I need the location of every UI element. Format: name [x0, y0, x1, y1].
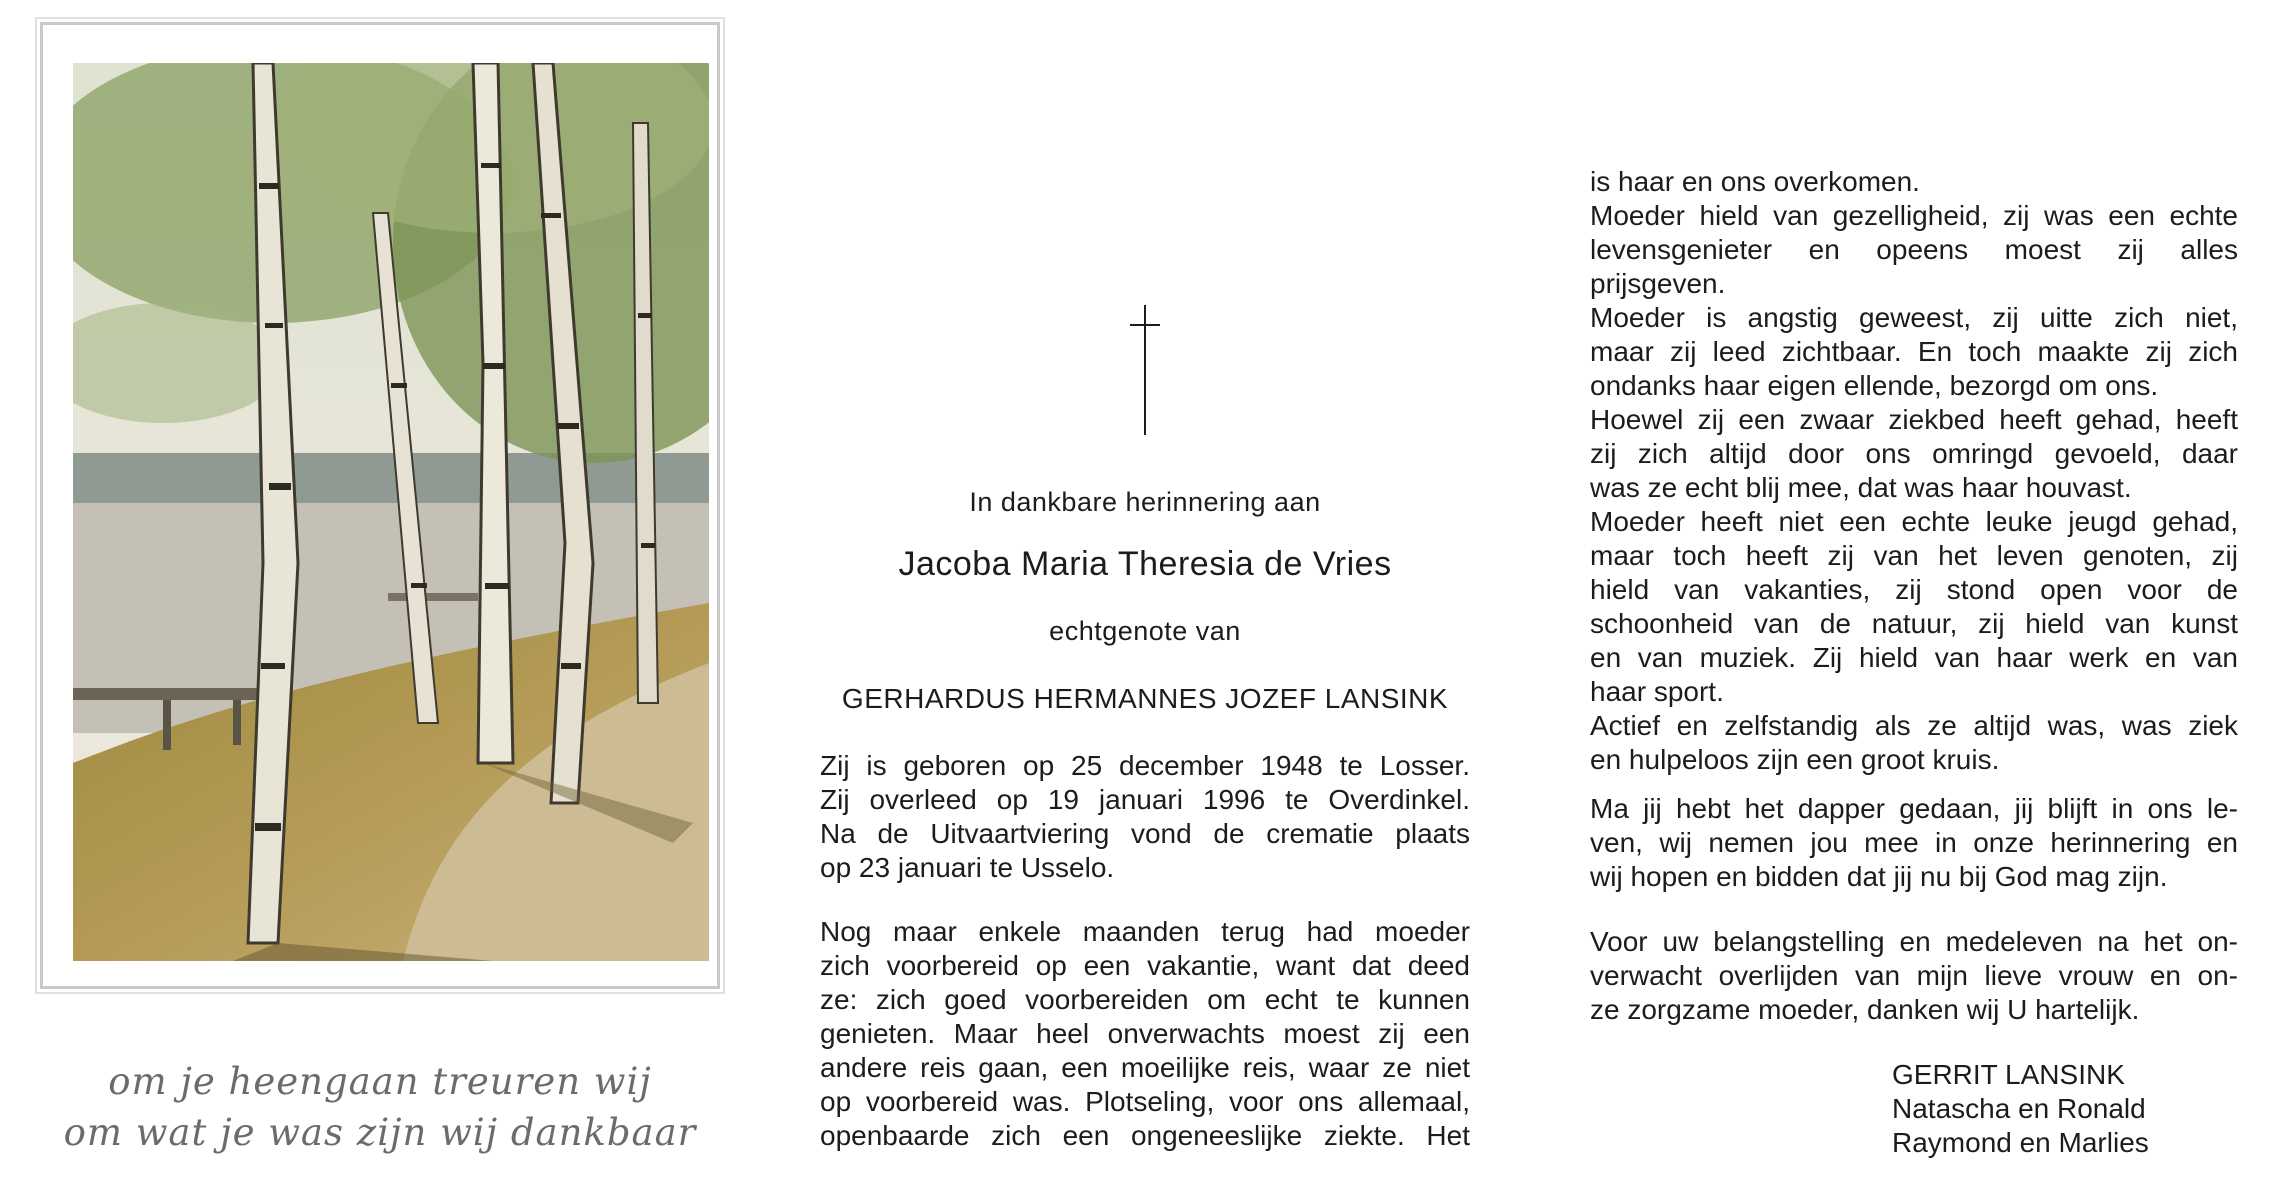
signature — [1892, 1058, 2149, 1160]
story-line: andere reis gaan, een moeilijke reis, waar ze niet — [820, 1052, 1470, 1083]
biography-line: Zij is geboren op 25 december 1948 te Losser. — [820, 750, 1470, 781]
story-line: openbaarde zich een ongeneeslijke ziekte. Het — [820, 1120, 1470, 1151]
intro-text: In dankbare herinnering aan — [969, 487, 1321, 517]
caption-line-1: om je heengaan treuren wij — [108, 1060, 652, 1103]
story-line: zij zich altijd door ons omringd gevoeld, daar — [1590, 438, 2238, 469]
farewell-line: Ma jij hebt het dapper gedaan, jij blijft in ons le- — [1590, 793, 2238, 824]
story-line: hield van vakanties, zij stond open voor de — [1590, 574, 2238, 605]
story-line: Moeder is angstig geweest, zij uitte zich niet, — [1590, 302, 2238, 333]
story-line: maar zij leed zichtbaar. En toch maakte zij zich — [1590, 336, 2238, 367]
story-line: ondanks haar eigen ellende, bezorgd om ons. — [1590, 370, 2159, 401]
thanks — [1590, 925, 2238, 1027]
story-middle — [820, 915, 1470, 1153]
story-line: Moeder heeft niet een echte leuke jeugd gehad, — [1590, 506, 2238, 537]
story-line: Nog maar enkele maanden terug had moeder — [820, 916, 1470, 947]
biography-line: op 23 januari te Usselo. — [820, 852, 1115, 883]
cross-icon — [1128, 305, 1162, 435]
story-line: genieten. Maar heel onverwachts moest zij een — [820, 1018, 1470, 1049]
story-line: prijsgeven. — [1590, 268, 1726, 299]
biography — [820, 749, 1470, 885]
story-line: en hulpeloos zijn een groot kruis. — [1590, 744, 2000, 775]
caption-line-2: om wat je was zijn wij dankbaar — [63, 1111, 697, 1154]
story-line: was ze echt blij mee, dat was haar houvast. — [1590, 472, 2132, 503]
spouse-name: GERHARDUS HERMANNES JOZEF LANSINK — [841, 683, 1449, 714]
farewell — [1590, 792, 2238, 894]
farewell-line: ven, wij nemen jou mee in onze herinnering en — [1590, 827, 2238, 858]
story-line: maar toch heeft zij van het leven genoten, zij — [1590, 540, 2238, 571]
spouse-label: echtgenote van — [1049, 616, 1241, 646]
story-line: Moeder hield van gezelligheid, zij was een echte — [1590, 200, 2238, 231]
story-line: en van muziek. Zij hield van haar werk en van — [1590, 642, 2238, 673]
farewell-line: wij hopen en bidden dat jij nu bij God mag zijn. — [1590, 861, 2168, 892]
signature-line: Raymond en Marlies — [1892, 1127, 2149, 1158]
story-line: ze: zich goed voorbereiden om echt te kunnen — [820, 984, 1470, 1015]
thanks-line: ze zorgzame moeder, danken wij U hartelijk. — [1590, 994, 2140, 1025]
story-line: zich voorbereid op een vakantie, want dat deed — [820, 950, 1470, 981]
biography-line: Zij overleed op 19 januari 1996 te Overdinkel. — [820, 784, 1470, 815]
story-line: schoonheid van de natuur, zij hield van kunst — [1590, 608, 2238, 639]
thanks-line: Voor uw belangstelling en medeleven na het on- — [1590, 926, 2238, 957]
story-line: haar sport. — [1590, 676, 1724, 707]
deceased-name: Jacoba Maria Theresia de Vries — [898, 545, 1392, 583]
signature-line: GERRIT LANSINK — [1892, 1059, 2125, 1090]
thanks-line: verwacht overlijden van mijn lieve vrouw en on- — [1590, 960, 2238, 991]
birch-trees-lakeside-photo — [73, 63, 709, 961]
story-line: is haar en ons overkomen. — [1590, 166, 1920, 197]
story-line: op voorbereid was. Plotseling, voor ons allemaal, — [820, 1086, 1470, 1117]
story-line: levensgenieter en opeens moest zij alles — [1590, 234, 2238, 265]
story-right — [1590, 165, 2238, 777]
story-line: Hoewel zij een zwaar ziekbed heeft gehad, heeft — [1590, 404, 2238, 435]
biography-line: Na de Uitvaartviering vond de crematie plaats — [820, 818, 1470, 849]
story-line: Actief en zelfstandig als ze altijd was, was ziek — [1590, 710, 2238, 741]
signature-line: Natascha en Ronald — [1892, 1093, 2146, 1124]
